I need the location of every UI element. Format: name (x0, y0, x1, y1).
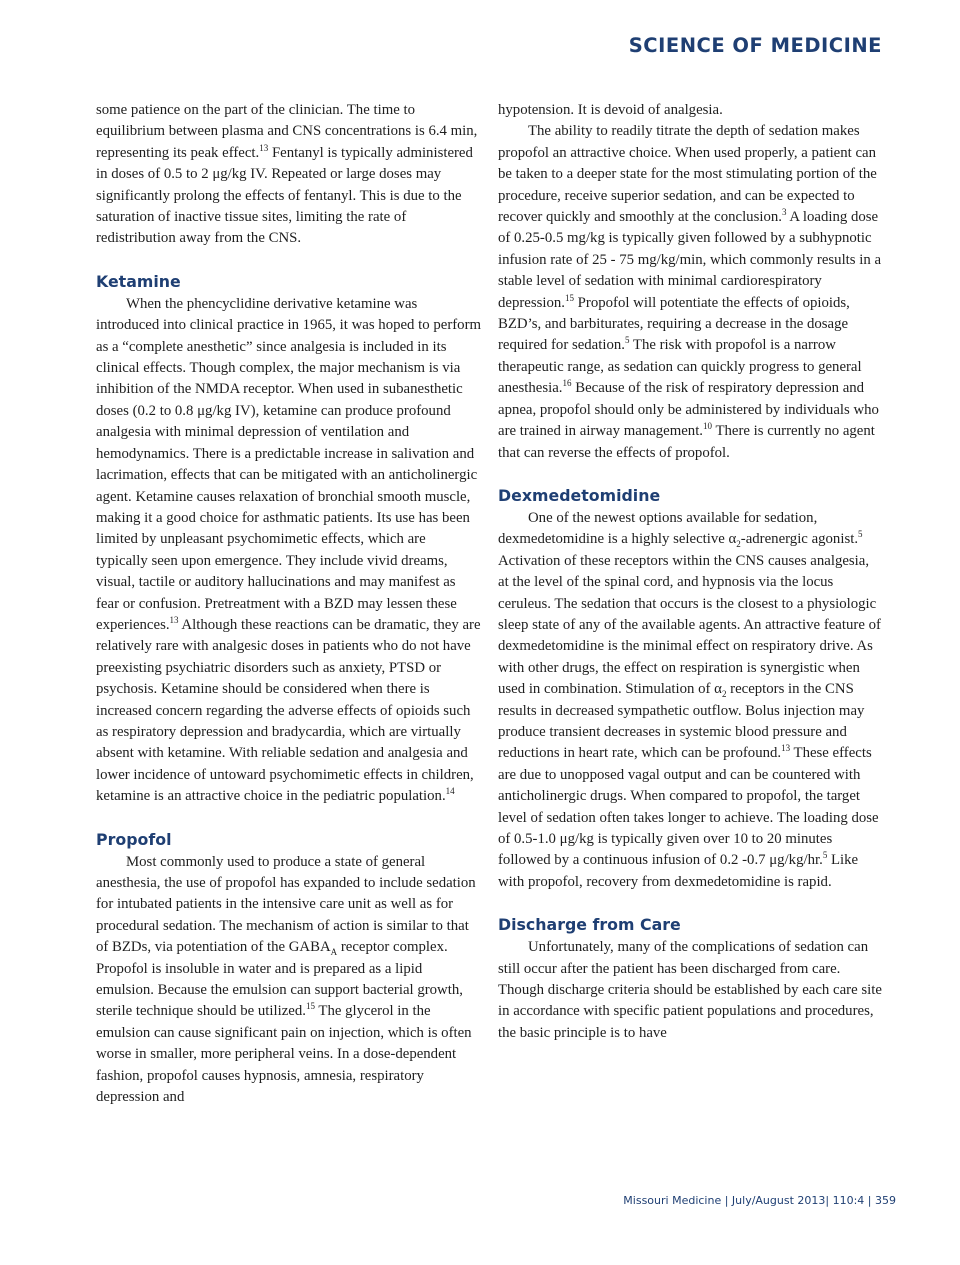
text-run: There is currently no agent that can reverse the effects of propofol. (498, 423, 875, 461)
citation-ref: 5 (624, 335, 630, 346)
citation-ref: 5 (858, 529, 863, 540)
page-footer: Missouri Medicine | July/August 2013| 110:4 | 359 (623, 1194, 896, 1207)
text-run: The glycerol in the emulsion can cause significant pain on injection, which is often worse in smaller, more peripheral veins. In a dose-dependent fashion, propofol causes hypnosis, amnesia, respiratory depression and (96, 1003, 472, 1106)
text-run: Most commonly used to produce a state of general anesthesia, the use of propofol has expanded to include sedation for intubated patients in the intensive care unit as well as for procedural sedation. The mechanism of action is similar to that of BZDs, via potentiation of the GABA (96, 853, 476, 956)
heading-ketamine: Ketamine (96, 271, 181, 291)
heading-dexmedetomidine: Dexmedetomidine (498, 485, 661, 505)
citation-ref: 13 (169, 615, 179, 626)
subscript: 2 (721, 689, 727, 700)
citation-ref: 15 (564, 292, 574, 303)
section-title: SCIENCE OF MEDICINE (628, 34, 882, 57)
subscript: A (330, 947, 338, 958)
paragraph-propofol (96, 852, 481, 1109)
text-run: Because of the risk of respiratory depression and apnea, propofol should only be administered by individuals who are trained in airway management. (498, 380, 879, 440)
text-run: These effects are due to unopposed vagal output and can be countered with anticholinergic drugs. When compared to propofol, the target level of sedation often takes longer to achieve. The loading dose of 0.5-1.0 μg/kg is typically given over 10 to 20 minutes followed by a continuous infusion of 0.2 -0.7 μg/kg/hr. (498, 745, 879, 869)
citation-ref: 13 (259, 142, 269, 153)
heading-propofol: Propofol (96, 829, 172, 849)
text-run: -adrenergic agonist. (740, 531, 859, 548)
citation-ref: 13 (781, 743, 791, 754)
citation-ref: 10 (703, 421, 713, 432)
left-column (96, 100, 481, 1108)
citation-ref: 5 (822, 850, 828, 861)
text-run: The ability to readily titrate the depth of sedation makes propofol an attractive choice. When used properly, a patient can be taken to a deeper state for the most stimulating portion of the procedure, receive superior sedation, and can be expected to recover quickly and smoothly at the conclusion. (498, 123, 877, 226)
text-run: Fentanyl is typically administered in doses of 0.5 to 2 μg/kg IV. Repeated or large doses may significantly prolong the effects of fentanyl. This is due to the saturation of inactive tissue sites, limiting the rate of redistribution away from the CNS. (96, 144, 473, 247)
paragraph-fentanyl-continued (96, 100, 481, 250)
text-run: Activation of these receptors within the CNS causes analgesia, at the level of the spinal cord, and hypnosis via the locus ceruleus. The sedation that occurs is the closest to a physiologic sleep state of any of the available agents. An attractive feature of dexmedetomidine is the minimal effect on respiratory drive. As with other drugs, the effect on respiration is synergistic when used in combination. Stimulation of α (498, 552, 881, 698)
text-run: receptor complex. Propofol is insoluble in water and is prepared as a lipid emulsion. Because the emulsion can support bacterial growth, sterile technique should be utilized. (96, 939, 463, 1020)
citation-ref: 3 (781, 207, 787, 218)
paragraph-discharge: Unfortunately, many of the complications of sedation can still occur after the patient has been discharged from care. Though discharge criteria should be established by each care site in accordance with specific patient populations and procedures, the basic principle is to have (498, 939, 882, 1041)
text-run: When the phencyclidine derivative ketamine was introduced into clinical practice in 1965, it was hoped to perform as a “complete anesthetic” since analgesia is included in its clinical effects. Though complex, the major mechanism is via inhibition of the NMDA receptor. When used in subanesthetic doses (0.2 to 0.8 μg/kg IV), ketamine can produce profound analgesia with minimal depression of ventilation and hemodynamics. There is a predictable increase in salivation and lacrimation, effects that can be mitigated with an anticholinergic agent. Ketamine causes relaxation of bronchial smooth muscle, making it a good choice for asthmatic patients. Its use has been limited by unpleasant psychomimetic effects, which are typically seen upon emergence. They include vivid dreams, visual, tactile or auditory hallucinations and may manifest as fear or confusion. Pretreatment with a BZD may lessen these experiences. (96, 295, 482, 633)
paragraph-propofol-continued: hypotension. It is devoid of analgesia. (498, 102, 723, 118)
paragraph-ketamine (96, 294, 481, 808)
citation-ref: 16 (562, 378, 572, 389)
paragraph-dexmedetomidine (498, 508, 883, 893)
text-run: receptors in the CNS results in decreased sympathetic outflow. Bolus injection may produce transient decreases in systemic blood pressure and reductions in heart rate, which can be profound. (498, 681, 865, 762)
text-run: some patience on the part of the clinician. The time to equilibrium between plasma and CNS concentrations is 6.4 min, representing its peak effect. (96, 102, 478, 161)
citation-ref: 15 (305, 1001, 315, 1012)
heading-discharge: Discharge from Care (498, 915, 681, 935)
citation-ref: 14 (445, 786, 455, 797)
subscript: 2 (736, 539, 741, 550)
text-run: The risk with propofol is a narrow therapeutic range, as sedation can quickly progress to general anesthesia. (498, 337, 862, 397)
paragraph-propofol-titration (498, 121, 883, 464)
text-run: Like with propofol, recovery from dexmedetomidine is rapid. (498, 852, 859, 890)
text-run: One of the newest options available for sedation, dexmedetomidine is a highly selective α (498, 509, 818, 548)
text-run: Although these reactions can be dramatic, they are relatively rare with analgesic doses in patients who do not have preexisting psychiatric disorders such as anxiety, PTSD or psychosis. Ketamine should be considered when there is increased concern regarding the adverse effects of opioids such as respiratory depression and bradycardia, which are virtually absent with ketamine. With reliable sedation and analgesia and lower incidence of untoward psychomimetic effects in children, ketamine is an attractive choice in the pediatric population. (96, 616, 481, 805)
text-run: A loading dose of 0.25-0.5 mg/kg is typically given followed by a subhypnotic infusion rate of 25 - 75 mg/kg/min, which commonly results in a stable level of sedation with minimal cardiorespiratory depression. (498, 209, 882, 311)
text-run: Propofol will potentiate the effects of opioids, BZD’s, and barbiturates, requiring a decrease in the dosage required for sedation. (498, 294, 850, 354)
right-column (498, 100, 883, 1044)
